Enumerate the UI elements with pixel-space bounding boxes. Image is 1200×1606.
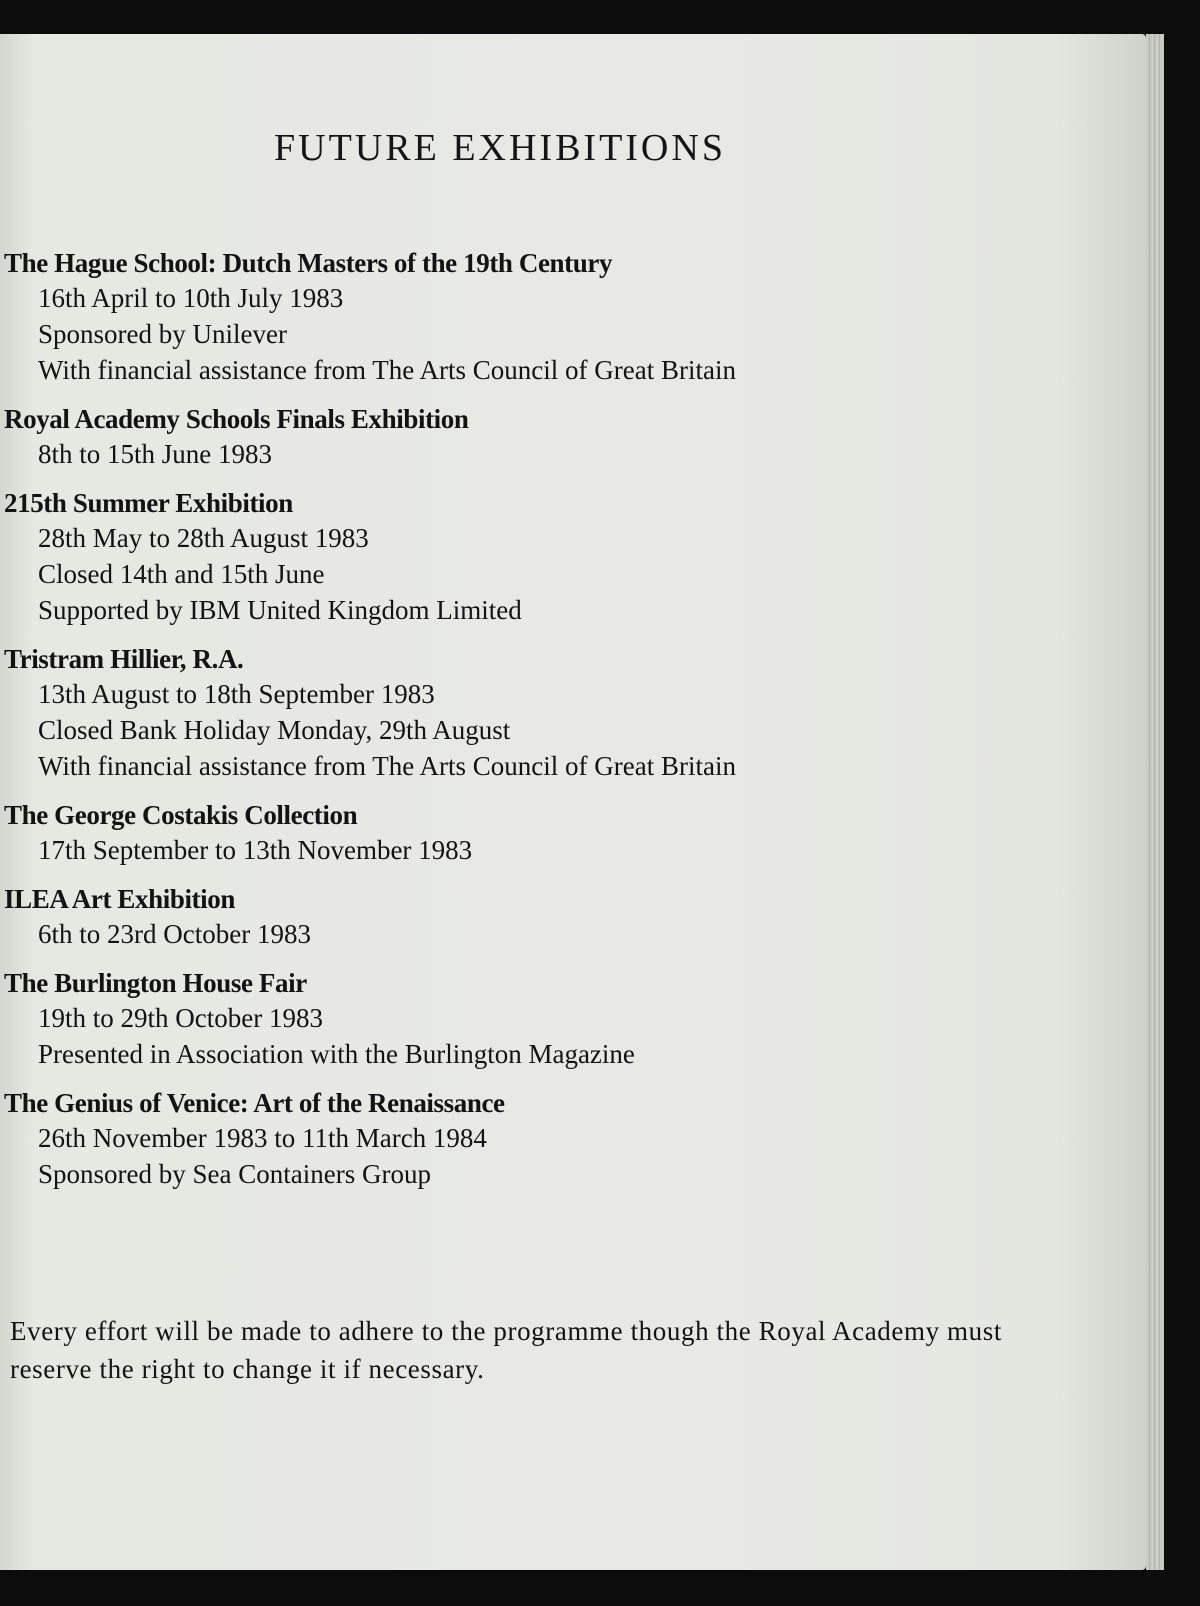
page-title: FUTURE EXHIBITIONS <box>274 127 726 169</box>
exhibition-detail: Closed Bank Holiday Monday, 29th August <box>38 715 511 745</box>
exhibition-detail: 8th to 15th June 1983 <box>38 439 272 469</box>
programme-note: Every effort will be made to adhere to the programme though the Royal Academy must reserve the right to change it if necessary. <box>10 1316 1002 1384</box>
exhibition-detail: 17th September to 13th November 1983 <box>38 835 473 865</box>
exhibition-entry <box>4 246 1014 388</box>
exhibition-detail: With financial assistance from The Arts Council of Great Britain <box>38 355 736 385</box>
exhibition-detail: Sponsored by Sea Containers Group <box>38 1159 431 1189</box>
exhibition-detail: 26th November 1983 to 11th March 1984 <box>38 1123 487 1153</box>
exhibition-detail: 19th to 29th October 1983 <box>38 1003 323 1033</box>
exhibition-entry <box>4 798 1014 868</box>
exhibition-detail: 13th August to 18th September 1983 <box>38 679 435 709</box>
exhibition-detail: Supported by IBM United Kingdom Limited <box>38 595 522 625</box>
exhibition-name: The Hague School: Dutch Masters of the 19th Century <box>4 248 613 278</box>
exhibition-entry <box>4 642 1014 784</box>
exhibition-detail: Presented in Association with the Burlington Magazine <box>38 1039 635 1069</box>
exhibition-name: Royal Academy Schools Finals Exhibition <box>4 404 469 434</box>
exhibition-entry <box>4 1086 1014 1192</box>
exhibition-detail: 6th to 23rd October 1983 <box>38 919 311 949</box>
exhibition-name: 215th Summer Exhibition <box>4 488 293 518</box>
document-page <box>0 34 1146 1570</box>
exhibition-detail: 28th May to 28th August 1983 <box>38 523 369 553</box>
exhibition-name: The George Costakis Collection <box>4 800 358 830</box>
page-stack-edge <box>1146 34 1164 1570</box>
exhibition-entry <box>4 486 1014 628</box>
exhibition-name: ILEA Art Exhibition <box>4 884 235 914</box>
exhibition-entry <box>4 966 1014 1072</box>
exhibition-name: The Burlington House Fair <box>4 968 307 998</box>
exhibition-name: The Genius of Venice: Art of the Renaissance <box>4 1088 505 1118</box>
exhibition-detail: Closed 14th and 15th June <box>38 559 325 589</box>
exhibition-detail: Sponsored by Unilever <box>38 319 287 349</box>
exhibition-list <box>4 246 1014 1206</box>
exhibition-entry <box>4 402 1014 472</box>
exhibition-detail: 16th April to 10th July 1983 <box>38 283 344 313</box>
exhibition-entry <box>4 882 1014 952</box>
exhibition-name: Tristram Hillier, R.A. <box>4 644 244 674</box>
exhibition-detail: With financial assistance from The Arts Council of Great Britain <box>38 751 736 781</box>
